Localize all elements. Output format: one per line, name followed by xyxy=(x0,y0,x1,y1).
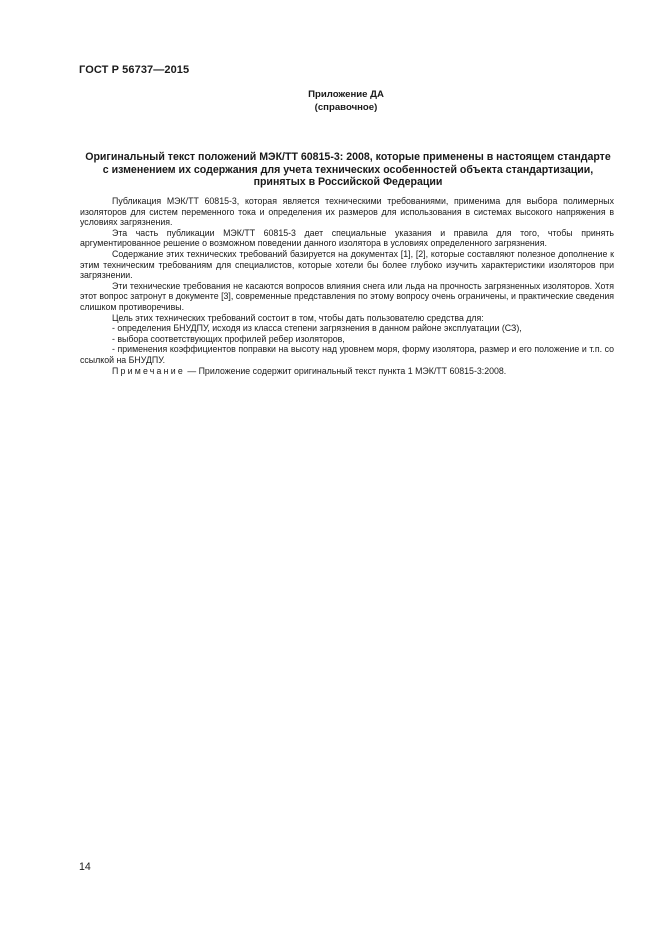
paragraph: Эта часть публикации МЭК/ТТ 60815-3 дает специальные указания и правила для того, чтобы принять аргументированное решение о возможном поведении данного изолятора в условиях определенного загрязнения. xyxy=(80,227,614,249)
paragraph: Цель этих технических требований состоит в том, чтобы дать пользователю средства для: xyxy=(112,312,484,323)
appendix-title: Приложение ДА xyxy=(308,89,384,100)
section-title: Оригинальный текст положений МЭК/ТТ 60815-3: 2008, которые применены в настоящем стандарте с изменением их содержания для учета технических особенностей объекта стандартизации, принятых в Российской Федерации xyxy=(85,151,611,188)
note-label: Примечание xyxy=(112,365,185,376)
list-item: - определения БНУДПУ, исходя из класса степени загрязнения в данном районе эксплуатации (СЗ), xyxy=(112,323,522,334)
paragraph: Эти технические требования не касаются вопросов влияния снега или льда на прочность загрязненных изоляторов. Хотя этот вопрос затронут в документе [3], современные представления по этому вопросу очень ограничены, и практические сведения слишком противоречивы. xyxy=(80,280,614,312)
standard-code: ГОСТ Р 56737—2015 xyxy=(79,64,190,76)
note-text: — Приложение содержит оригинальный текст пункта 1 МЭК/ТТ 60815-3:2008. xyxy=(184,365,507,376)
appendix-heading xyxy=(280,88,412,114)
appendix-subtitle: (справочное) xyxy=(314,102,378,113)
body-text xyxy=(80,196,614,376)
list-item: - применения коэффициентов поправки на высоту над уровнем моря, форму изолятора, размер и его положение и т.п. со ссылкой на БНУДПУ. xyxy=(80,344,614,365)
paragraph: Публикация МЭК/ТТ 60815-3, которая является техническими требованиями, применима для выбора полимерных изоляторов для систем переменного тока и определения их размеров для использования в системах высокого напряжения в условиях загрязнения. xyxy=(80,196,614,228)
paragraph: Содержание этих технических требований базируется на документах [1], [2], которые составляют полезное дополнение к этим техническим требованиям для специалистов, которые хотели бы более глубоко изучить характеристики изоляторов при загрязнении. xyxy=(80,248,614,281)
note xyxy=(80,366,614,377)
list-item: - выбора соответствующих профилей ребер изоляторов, xyxy=(112,333,345,344)
page-number: 14 xyxy=(79,861,91,873)
